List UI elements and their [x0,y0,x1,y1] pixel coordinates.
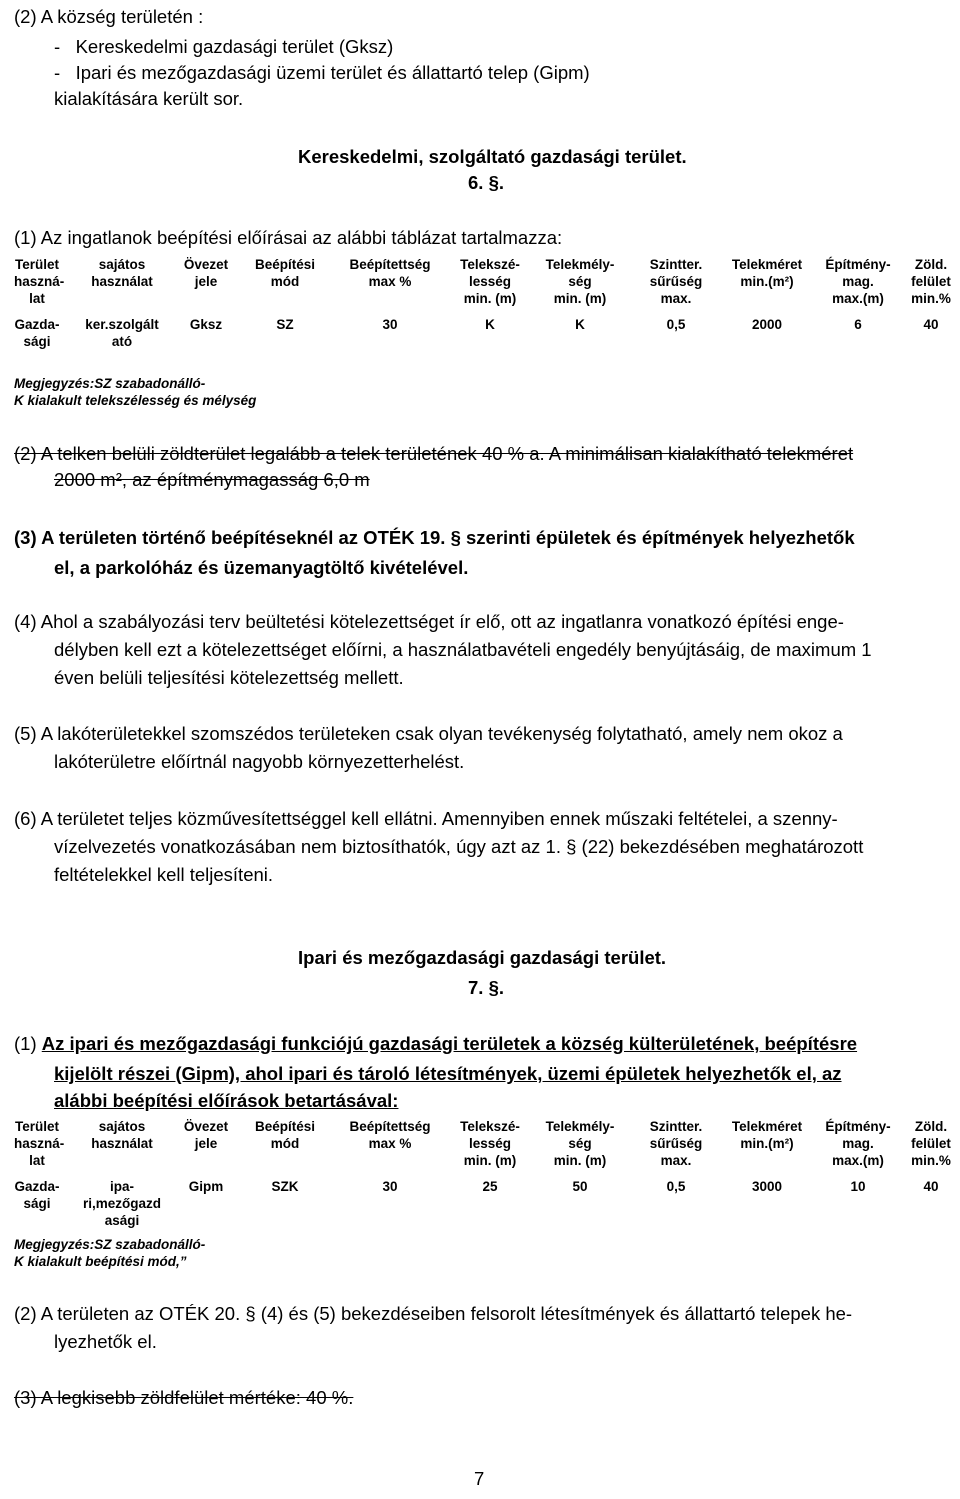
cell-text: 0,5 [666,317,686,332]
intro-list-item: - Ipari és mezőgazdasági üzemi terület és állattartó telep (Gipm) [54,62,590,83]
paragraph-bold: kijelölt részei (Gipm), ahol ipari és tároló létesítmények, üzemi épületek helyezhetők el, az [54,1063,842,1084]
table-cell [452,1178,528,1195]
table-header [452,1118,528,1169]
table-header [638,256,714,307]
table-cell [638,316,714,333]
table-header [452,256,528,307]
header-text: Telekmély- ség min. (m) [545,1119,615,1168]
cell-text: K [575,317,585,332]
cell-text: 0,5 [666,1179,686,1194]
table-cell [178,316,234,333]
table-cell [340,1178,440,1195]
table-header [638,1118,714,1169]
table-cell [14,316,60,350]
header-text: Építmény- mag. max.(m) [825,1119,891,1168]
table-header [820,1118,896,1169]
table-cell [638,1178,714,1195]
table-header [14,256,65,307]
paragraph-bold [14,1031,857,1057]
table-note: Megjegyzés:SZ szabadonálló- [14,376,206,391]
table-cell [540,316,620,333]
table-note: Megjegyzés:SZ szabadonálló- [14,1237,206,1252]
cell-text: 30 [382,1179,398,1194]
intro-line: (2) A község területén : [14,6,204,27]
table-header [250,1118,320,1152]
cell-text: Gazda- sági [14,1179,60,1211]
table-header [82,256,162,290]
header-text: Szintter. sűrűség max. [649,1119,703,1168]
table-header [340,1118,440,1152]
page-number: 7 [474,1468,485,1489]
table-cell [540,1178,620,1195]
header-text: Beépítési mód [254,257,316,289]
table-header [724,1118,810,1152]
cell-text: 10 [850,1179,866,1194]
paragraph: éven belüli teljesítési kötelezettség mellett. [54,667,404,688]
paragraph: (1) Az ingatlanok beépítési előírásai az alábbi táblázat tartalmazza: [14,227,563,248]
header-text: Telekmély- ség min. (m) [545,257,615,306]
table-cell [14,1178,60,1212]
header-text: sajátos használat [91,1119,153,1151]
table-header [178,256,234,290]
header-text: Terület haszná- lat [14,257,65,306]
intro-line: kialakítására került sor. [54,88,244,109]
cell-text: 40 [923,1179,939,1194]
header-text: Szintter. sűrűség max. [649,257,703,306]
cell-text: ipa- ri,mezőgazd asági [82,1179,161,1228]
cell-text: Gksz [189,317,223,332]
table-header [540,1118,620,1169]
table-header [82,1118,162,1152]
header-text: Telekméret min.(m²) [731,1119,803,1151]
section-title: Ipari és mezőgazdasági gazdasági terület. [298,947,667,968]
header-text: Beépítettség max % [349,1119,431,1151]
table-header [250,256,320,290]
table-cell [724,316,810,333]
table-note: K kialakult telekszélesség és mélység [14,393,257,408]
header-text: Építmény- mag. max.(m) [825,257,891,306]
paragraph: lakóterületre előírtnál nagyobb környezetterhelést. [54,751,465,772]
table-cell [906,316,956,333]
cell-text: 50 [572,1179,588,1194]
table-cell [178,1178,234,1195]
cell-text: K [485,317,495,332]
table-cell [340,316,440,333]
table-cell [820,316,896,333]
cell-text: 40 [923,317,939,332]
intro-list-item: - Kereskedelmi gazdasági terület (Gksz) [54,36,394,57]
paragraph-text: Az ipari és mezőgazdasági funkciójú gazdasági területek a község külterületének, beépítésre [41,1033,858,1054]
header-text: Telekméret min.(m²) [731,257,803,289]
table-header [906,1118,956,1169]
table-header [14,1118,65,1169]
table-cell [250,1178,320,1195]
header-text: Telekszé- lesség min. (m) [460,1119,520,1168]
cell-text: Gazda- sági [14,317,60,349]
cell-text: SZ [276,317,294,332]
paragraph-prefix: (1) [14,1033,42,1054]
paragraph-bold: (3) A területen történő beépítéseknél az OTÉK 19. § szerinti épületek és építmények helyezhetők [14,527,855,548]
paragraph: feltételekkel kell teljesíteni. [54,864,274,885]
cell-text: Gipm [188,1179,224,1194]
table-header [178,1118,234,1152]
table-cell [250,316,320,333]
header-text: Telekszé- lesség min. (m) [460,257,520,306]
paragraph: vízelvezetés vonatkozásában nem biztosíthatók, úgy azt az 1. § (22) bekezdésében meghatározott [54,836,864,857]
paragraph: (4) Ahol a szabályozási terv beültetési kötelezettséget ír elő, ott az ingatlanra vonatkozó építési enge- [14,611,844,632]
header-text: Övezet jele [183,1119,229,1151]
paragraph: (5) A lakóterületekkel szomszédos területeken csak olyan tevékenység folytatható, amely nem okoz a [14,723,843,744]
table-cell [82,316,162,350]
paragraph-struck: (2) A telken belüli zöldterület legalább a telek területének 40 % a. A minimálisan kialakítható telekméret [14,443,854,464]
table-cell [452,316,528,333]
table-header [724,256,810,290]
paragraph: (2) A területen az OTÉK 20. § (4) és (5) bekezdéseiben felsorolt létesítmények és állattartó telepek he- [14,1303,853,1324]
paragraph-bold: alábbi beépítési előírások betartásával: [54,1090,399,1111]
table-note: K kialakult beépítési mód,” [14,1254,187,1269]
table-header [340,256,440,290]
header-text: sajátos használat [91,257,153,289]
table-header [906,256,956,307]
section-number: 6. §. [468,172,504,193]
paragraph-bold: el, a parkolóház és üzemanyagtöltő kivételével. [54,557,469,578]
table-cell [78,1178,166,1229]
section-number: 7. §. [468,977,504,998]
paragraph: délyben kell ezt a kötelezettséget előírni, a használatbavételi engedély benyújtásáig, de maximum 1 [54,639,872,660]
cell-text: 6 [854,317,862,332]
table-header [540,256,620,307]
section-title: Kereskedelmi, szolgáltató gazdasági terület. [298,146,687,167]
table-cell [820,1178,896,1195]
header-text: Zöld. felület min.% [911,1119,951,1168]
paragraph: lyezhetők el. [54,1331,157,1352]
paragraph-struck: 2000 m², az építménymagasság 6,0 m [54,469,370,490]
paragraph: (6) A területet teljes közművesítettséggel kell ellátni. Amennyiben ennek műszaki feltételei, a szenny- [14,808,838,829]
header-text: Övezet jele [183,257,229,289]
header-text: Zöld. felület min.% [911,257,951,306]
cell-text: ker.szolgált ató [85,317,159,349]
cell-text: 3000 [751,1179,783,1194]
table-header [820,256,896,307]
cell-text: 2000 [751,317,783,332]
header-text: Terület haszná- lat [14,1119,65,1168]
cell-text: 25 [482,1179,498,1194]
paragraph-struck: (3) A legkisebb zöldfelület mértéke: 40 %. [14,1387,354,1408]
header-text: Beépítési mód [254,1119,316,1151]
header-text: Beépítettség max % [349,257,431,289]
cell-text: SZK [271,1179,299,1194]
zoning-table-gksz [0,256,960,349]
table-cell [906,1178,956,1195]
cell-text: 30 [382,317,398,332]
table-cell [724,1178,810,1195]
zoning-table-gipm [0,1118,960,1233]
